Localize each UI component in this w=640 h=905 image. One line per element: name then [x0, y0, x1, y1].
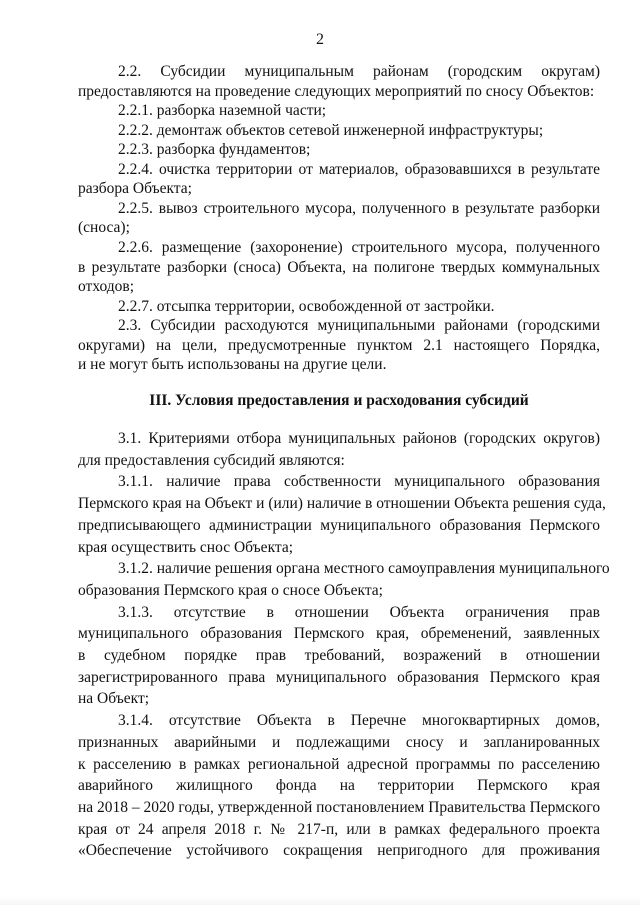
text-line: 2.2.4. очистка территории от материалов, образовавшихся в результате	[118, 160, 600, 178]
section-heading: III. Условия предоставления и расходования субсидий	[149, 392, 529, 409]
text-line: 2.2.7. отсыпка территории, освобожденной от застройки.	[118, 297, 495, 315]
text-line: 3.1.4. отсутствие Объекта в Перечне многоквартирных домов,	[118, 712, 600, 730]
text-line: на Объект;	[78, 690, 150, 708]
text-line: разбора Объекта;	[78, 180, 192, 198]
text-line: муниципального образования Пермского края, обременений, заявленных	[78, 625, 600, 643]
text-line: признанных аварийными и подлежащими сносу и запланированных	[78, 733, 600, 751]
text-line: 3.1.3. отсутствие в отношении Объекта ограничения прав	[118, 603, 600, 621]
text-line: края осуществить снос Объекта;	[78, 538, 294, 556]
text-line: 2.2. Субсидии муниципальным районам (городским округам)	[118, 63, 600, 80]
text-line: 2.2.3. разборка фундаментов;	[118, 141, 311, 159]
text-line: 2.2.1. разборка наземной части;	[118, 102, 327, 120]
text-line: 2.2.2. демонтаж объектов сетевой инженерной инфраструктуры;	[118, 121, 544, 139]
text-line: Пермского края на Объект и (или) наличие в отношении Объекта решения суда,	[78, 495, 606, 513]
text-line: для предоставления субсидий являются:	[78, 451, 345, 469]
text-line: предписывающего администрации муниципального образования Пермского	[78, 516, 600, 534]
text-line: и не могут быть использованы на другие цели.	[78, 356, 387, 374]
text-line: предоставляются на проведение следующих мероприятий по сносу Объектов:	[78, 82, 595, 100]
scan-edge	[0, 897, 640, 905]
text-line: «Обеспечение устойчивого сокращения непригодного для проживания	[78, 842, 600, 860]
text-line: (сноса);	[78, 219, 130, 237]
text-line: образования Пермского края о сносе Объекта;	[78, 581, 383, 599]
text-line: округами) на цели, предусмотренные пунктом 2.1 настоящего Порядка,	[78, 336, 600, 354]
text-line: на 2018 – 2020 годы, утвержденной постановлением Правительства Пермского	[78, 798, 601, 816]
text-line: края от 24 апреля 2018 г. № 217-п, или в рамках федерального проекта	[78, 820, 600, 838]
text-line: 2.2.6. размещение (захоронение) строительного мусора, полученного	[118, 238, 600, 256]
text-line: 2.2.5. вывоз строительного мусора, полученного в результате разборки	[118, 199, 600, 217]
page-number: 2	[316, 31, 324, 48]
text-line: в судебном порядке прав требований, возражений в отношении	[78, 647, 600, 664]
text-line: 3.1.2. наличие решения органа местного самоуправления муниципального	[118, 560, 610, 578]
text-line: аварийного жилищного фонда на территории Пермского края	[78, 777, 600, 795]
text-line: отходов;	[78, 278, 135, 296]
text-line: 2.3. Субсидии расходуются муниципальными районами (городскими	[118, 317, 600, 335]
text-line: к расселению в рамках региональной адресной программы по расселению	[78, 755, 600, 773]
text-line: зарегистрированного права муниципального образования Пермского края	[78, 668, 600, 686]
text-line: в результате разборки (сноса) Объекта, на полигоне твердых коммунальных	[78, 258, 600, 276]
text-line: 3.1.1. наличие права собственности муниципального образования	[118, 473, 600, 491]
text-line: 3.1. Критериями отбора муниципальных районов (городских округов)	[118, 430, 600, 447]
